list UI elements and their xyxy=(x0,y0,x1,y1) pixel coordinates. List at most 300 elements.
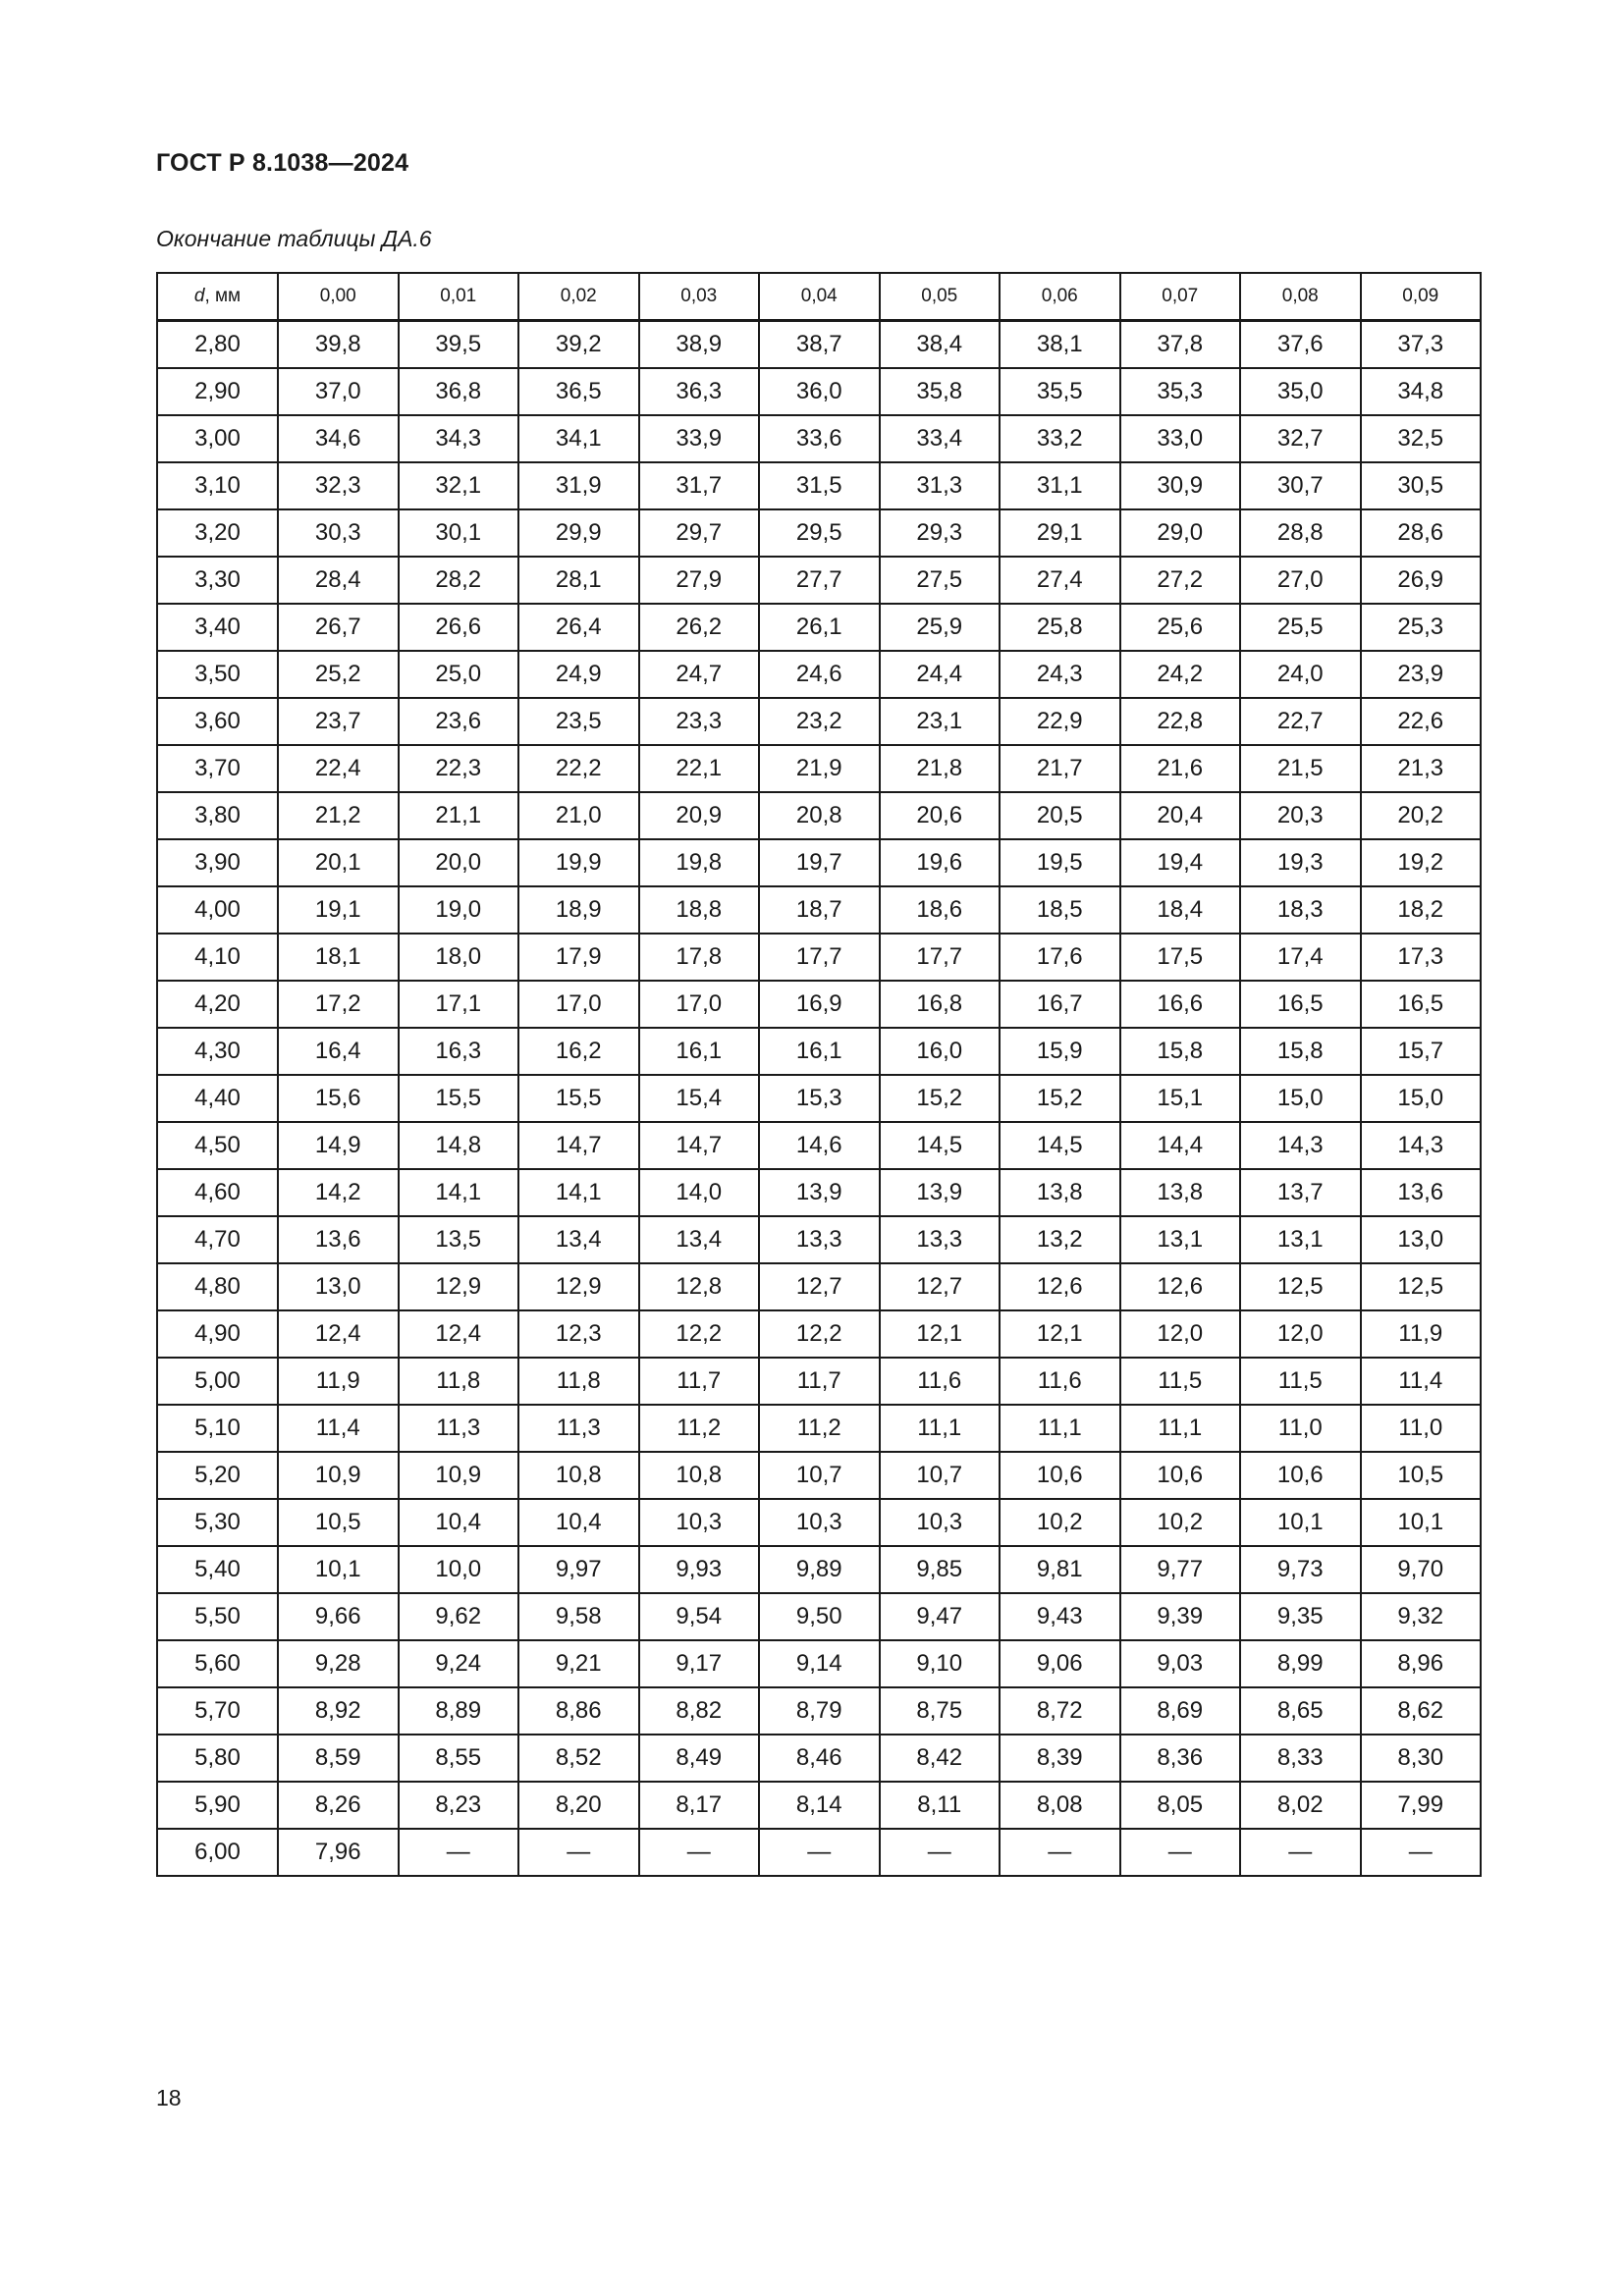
table-cell: 20,6 xyxy=(880,792,1001,839)
table-cell: 21,6 xyxy=(1120,745,1241,792)
header-cell: 0,06 xyxy=(1000,273,1120,321)
table-cell: 25,8 xyxy=(1000,604,1120,651)
row-header-cell: 4,10 xyxy=(157,934,278,981)
table-cell: 27,7 xyxy=(759,557,880,604)
table-cell: 12,4 xyxy=(278,1310,399,1358)
table-cell: 8,36 xyxy=(1120,1735,1241,1782)
row-header-cell: 4,20 xyxy=(157,981,278,1028)
table-cell: 11,2 xyxy=(639,1405,760,1452)
table-row xyxy=(157,1829,1481,1876)
table-cell: — xyxy=(518,1829,639,1876)
header-cell: 0,08 xyxy=(1240,273,1361,321)
table-cell: 16,6 xyxy=(1120,981,1241,1028)
table-cell: 9,81 xyxy=(1000,1546,1120,1593)
table-cell: 16,4 xyxy=(278,1028,399,1075)
table-cell: 24,2 xyxy=(1120,651,1241,698)
table-row xyxy=(157,981,1481,1028)
table-cell: 30,3 xyxy=(278,509,399,557)
table-cell: 12,7 xyxy=(759,1263,880,1310)
table-row xyxy=(157,745,1481,792)
table-cell: 9,39 xyxy=(1120,1593,1241,1640)
table-cell: 13,9 xyxy=(880,1169,1001,1216)
table-cell: 13,7 xyxy=(1240,1169,1361,1216)
table-cell: 22,8 xyxy=(1120,698,1241,745)
table-cell: 11,5 xyxy=(1240,1358,1361,1405)
table-cell: 10,3 xyxy=(639,1499,760,1546)
table-cell: 37,0 xyxy=(278,368,399,415)
table-cell: 26,9 xyxy=(1361,557,1482,604)
table-cell: 10,7 xyxy=(880,1452,1001,1499)
table-cell: — xyxy=(1000,1829,1120,1876)
table-cell: 7,99 xyxy=(1361,1782,1482,1829)
table-row xyxy=(157,1687,1481,1735)
table-cell: 22,1 xyxy=(639,745,760,792)
row-header-cell: 5,10 xyxy=(157,1405,278,1452)
table-cell: 9,03 xyxy=(1120,1640,1241,1687)
table-cell: 11,0 xyxy=(1361,1405,1482,1452)
row-header-cell: 3,50 xyxy=(157,651,278,698)
table-cell: 16,8 xyxy=(880,981,1001,1028)
table-cell: 22,4 xyxy=(278,745,399,792)
table-cell: 15,8 xyxy=(1240,1028,1361,1075)
table-cell: 8,26 xyxy=(278,1782,399,1829)
table-cell: 13,6 xyxy=(1361,1169,1482,1216)
table-cell: 8,49 xyxy=(639,1735,760,1782)
header-cell: 0,04 xyxy=(759,273,880,321)
table-cell: 10,0 xyxy=(399,1546,519,1593)
table-cell: 11,7 xyxy=(639,1358,760,1405)
table-cell: 12,1 xyxy=(880,1310,1001,1358)
table-cell: 29,1 xyxy=(1000,509,1120,557)
table-cell: 8,96 xyxy=(1361,1640,1482,1687)
table-cell: 16,3 xyxy=(399,1028,519,1075)
table-cell: 21,2 xyxy=(278,792,399,839)
table-cell: 11,8 xyxy=(399,1358,519,1405)
table-cell: 21,8 xyxy=(880,745,1001,792)
table-cell: 26,4 xyxy=(518,604,639,651)
table-cell: 30,7 xyxy=(1240,462,1361,509)
table-cell: 18,3 xyxy=(1240,886,1361,934)
table-cell: 19,3 xyxy=(1240,839,1361,886)
table-cell: 14,7 xyxy=(639,1122,760,1169)
row-header-cell: 4,60 xyxy=(157,1169,278,1216)
table-row xyxy=(157,415,1481,462)
row-header-cell: 5,20 xyxy=(157,1452,278,1499)
header-cell: 0,01 xyxy=(399,273,519,321)
table-cell: 16,5 xyxy=(1361,981,1482,1028)
table-cell: 13,0 xyxy=(1361,1216,1482,1263)
table-cell: 13,8 xyxy=(1120,1169,1241,1216)
table-cell: 8,92 xyxy=(278,1687,399,1735)
row-header-cell: 4,70 xyxy=(157,1216,278,1263)
table-row xyxy=(157,1075,1481,1122)
table-cell: 8,75 xyxy=(880,1687,1001,1735)
table-cell: 17,7 xyxy=(880,934,1001,981)
row-header-cell: 5,50 xyxy=(157,1593,278,1640)
table-cell: 17,3 xyxy=(1361,934,1482,981)
table-cell: 16,1 xyxy=(639,1028,760,1075)
table-row xyxy=(157,604,1481,651)
row-header-cell: 5,40 xyxy=(157,1546,278,1593)
table-cell: 18,8 xyxy=(639,886,760,934)
table-cell: 39,2 xyxy=(518,321,639,369)
table-cell: 9,32 xyxy=(1361,1593,1482,1640)
table-cell: 33,4 xyxy=(880,415,1001,462)
table-cell: 14,3 xyxy=(1361,1122,1482,1169)
table-cell: 20,8 xyxy=(759,792,880,839)
table-row xyxy=(157,321,1481,369)
table-cell: 34,8 xyxy=(1361,368,1482,415)
table-cell: 15,5 xyxy=(518,1075,639,1122)
table-cell: 12,0 xyxy=(1240,1310,1361,1358)
table-row xyxy=(157,1405,1481,1452)
table-cell: 9,58 xyxy=(518,1593,639,1640)
table-cell: 10,3 xyxy=(759,1499,880,1546)
table-cell: 8,82 xyxy=(639,1687,760,1735)
table-row xyxy=(157,698,1481,745)
table-cell: 17,4 xyxy=(1240,934,1361,981)
table-cell: 29,0 xyxy=(1120,509,1241,557)
table-cell: 21,5 xyxy=(1240,745,1361,792)
table-cell: 34,1 xyxy=(518,415,639,462)
table-cell: 20,5 xyxy=(1000,792,1120,839)
table-cell: 14,1 xyxy=(518,1169,639,1216)
table-cell: 8,52 xyxy=(518,1735,639,1782)
table-cell: 17,9 xyxy=(518,934,639,981)
table-cell: 32,5 xyxy=(1361,415,1482,462)
table-cell: 11,6 xyxy=(1000,1358,1120,1405)
table-cell: 20,1 xyxy=(278,839,399,886)
row-header-cell: 5,00 xyxy=(157,1358,278,1405)
table-cell: 22,7 xyxy=(1240,698,1361,745)
table-cell: 37,6 xyxy=(1240,321,1361,369)
table-cell: 28,8 xyxy=(1240,509,1361,557)
table-cell: 8,30 xyxy=(1361,1735,1482,1782)
table-cell: 22,2 xyxy=(518,745,639,792)
table-cell: 9,17 xyxy=(639,1640,760,1687)
table-cell: 35,0 xyxy=(1240,368,1361,415)
header-d-variable: d xyxy=(193,286,205,306)
table-row xyxy=(157,1263,1481,1310)
table-cell: 12,2 xyxy=(759,1310,880,1358)
table-cell: 13,4 xyxy=(518,1216,639,1263)
table-cell: 16,1 xyxy=(759,1028,880,1075)
table-row xyxy=(157,1310,1481,1358)
table-cell: 15,2 xyxy=(1000,1075,1120,1122)
table-row xyxy=(157,1735,1481,1782)
table-cell: 15,2 xyxy=(880,1075,1001,1122)
table-cell: 18,4 xyxy=(1120,886,1241,934)
table-cell: 33,9 xyxy=(639,415,760,462)
table-cell: 17,8 xyxy=(639,934,760,981)
table-body xyxy=(157,321,1481,1877)
table-cell: 20,9 xyxy=(639,792,760,839)
table-cell: 15,4 xyxy=(639,1075,760,1122)
row-header-cell: 4,30 xyxy=(157,1028,278,1075)
table-cell: 29,3 xyxy=(880,509,1001,557)
header-cell-d xyxy=(157,273,278,321)
table-cell: 25,5 xyxy=(1240,604,1361,651)
table-cell: 16,0 xyxy=(880,1028,1001,1075)
table-cell: 15,1 xyxy=(1120,1075,1241,1122)
table-cell: 11,1 xyxy=(880,1405,1001,1452)
table-cell: 34,3 xyxy=(399,415,519,462)
row-header-cell: 3,20 xyxy=(157,509,278,557)
table-cell: 8,65 xyxy=(1240,1687,1361,1735)
table-cell: 31,3 xyxy=(880,462,1001,509)
table-cell: 8,02 xyxy=(1240,1782,1361,1829)
table-cell: 9,77 xyxy=(1120,1546,1241,1593)
table-cell: 15,5 xyxy=(399,1075,519,1122)
row-header-cell: 4,40 xyxy=(157,1075,278,1122)
table-cell: 24,6 xyxy=(759,651,880,698)
table-cell: 8,14 xyxy=(759,1782,880,1829)
table-cell: 9,43 xyxy=(1000,1593,1120,1640)
table-cell: 9,70 xyxy=(1361,1546,1482,1593)
table-cell: 23,5 xyxy=(518,698,639,745)
table-cell: 13,6 xyxy=(278,1216,399,1263)
table-cell: 17,0 xyxy=(639,981,760,1028)
table-cell: 20,0 xyxy=(399,839,519,886)
table-cell: 9,54 xyxy=(639,1593,760,1640)
table-cell: 39,5 xyxy=(399,321,519,369)
table-cell: 23,1 xyxy=(880,698,1001,745)
table-cell: 36,8 xyxy=(399,368,519,415)
table-cell: 26,2 xyxy=(639,604,760,651)
table-cell: 15,9 xyxy=(1000,1028,1120,1075)
table-cell: 10,1 xyxy=(1240,1499,1361,1546)
table-cell: 19,5 xyxy=(1000,839,1120,886)
table-cell: 8,33 xyxy=(1240,1735,1361,1782)
table-cell: 23,3 xyxy=(639,698,760,745)
table-cell: 10,2 xyxy=(1000,1499,1120,1546)
table-cell: 17,5 xyxy=(1120,934,1241,981)
table-cell: 17,7 xyxy=(759,934,880,981)
table-cell: 19,1 xyxy=(278,886,399,934)
header-d-unit: , мм xyxy=(204,286,242,306)
row-header-cell: 3,40 xyxy=(157,604,278,651)
table-cell: 15,6 xyxy=(278,1075,399,1122)
table-cell: 26,6 xyxy=(399,604,519,651)
header-cell: 0,03 xyxy=(639,273,760,321)
table-cell: 25,3 xyxy=(1361,604,1482,651)
table-cell: 29,7 xyxy=(639,509,760,557)
table-cell: 19,4 xyxy=(1120,839,1241,886)
table-cell: 8,39 xyxy=(1000,1735,1120,1782)
table-cell: 27,0 xyxy=(1240,557,1361,604)
header-cell: 0,07 xyxy=(1120,273,1241,321)
table-cell: 18,2 xyxy=(1361,886,1482,934)
table-header-row xyxy=(157,273,1481,321)
table-cell: 22,3 xyxy=(399,745,519,792)
row-header-cell: 5,80 xyxy=(157,1735,278,1782)
table-cell: 13,1 xyxy=(1240,1216,1361,1263)
table-cell: 25,2 xyxy=(278,651,399,698)
table-cell: 25,9 xyxy=(880,604,1001,651)
table-caption: Окончание таблицы ДА.6 xyxy=(156,226,432,251)
table-cell: 14,4 xyxy=(1120,1122,1241,1169)
row-header-cell: 4,00 xyxy=(157,886,278,934)
table-cell: 12,2 xyxy=(639,1310,760,1358)
table-cell: 9,35 xyxy=(1240,1593,1361,1640)
table-cell: 16,7 xyxy=(1000,981,1120,1028)
table-cell: 18,0 xyxy=(399,934,519,981)
table-cell: 10,1 xyxy=(278,1546,399,1593)
table-cell: 13,0 xyxy=(278,1263,399,1310)
table-cell: 18,6 xyxy=(880,886,1001,934)
table-cell: 25,0 xyxy=(399,651,519,698)
table-cell: 29,5 xyxy=(759,509,880,557)
table-cell: 8,11 xyxy=(880,1782,1001,1829)
table-cell: 8,79 xyxy=(759,1687,880,1735)
table-cell: 13,3 xyxy=(759,1216,880,1263)
table-row xyxy=(157,1169,1481,1216)
row-header-cell: 3,60 xyxy=(157,698,278,745)
table-cell: 10,4 xyxy=(399,1499,519,1546)
table-cell: 12,4 xyxy=(399,1310,519,1358)
table-row xyxy=(157,651,1481,698)
table-cell: 9,14 xyxy=(759,1640,880,1687)
row-header-cell: 2,80 xyxy=(157,321,278,369)
table-cell: 27,2 xyxy=(1120,557,1241,604)
table-cell: 10,2 xyxy=(1120,1499,1241,1546)
table-cell: 14,3 xyxy=(1240,1122,1361,1169)
table-cell: 8,42 xyxy=(880,1735,1001,1782)
table-cell: 15,3 xyxy=(759,1075,880,1122)
table-cell: 10,1 xyxy=(1361,1499,1482,1546)
table-cell: 11,7 xyxy=(759,1358,880,1405)
table-cell: 31,5 xyxy=(759,462,880,509)
table-cell: 30,1 xyxy=(399,509,519,557)
table-cell: 18,7 xyxy=(759,886,880,934)
table-cell: 11,4 xyxy=(278,1405,399,1452)
table-cell: 17,2 xyxy=(278,981,399,1028)
table-cell: 10,8 xyxy=(639,1452,760,1499)
table-cell: 11,9 xyxy=(1361,1310,1482,1358)
row-header-cell: 5,30 xyxy=(157,1499,278,1546)
table-cell: 15,0 xyxy=(1361,1075,1482,1122)
table-cell: 21,3 xyxy=(1361,745,1482,792)
document-header: ГОСТ Р 8.1038—2024 xyxy=(156,149,409,177)
table-cell: 19,8 xyxy=(639,839,760,886)
table-cell: — xyxy=(880,1829,1001,1876)
table-cell: 10,3 xyxy=(880,1499,1001,1546)
row-header-cell: 3,70 xyxy=(157,745,278,792)
table-row xyxy=(157,1452,1481,1499)
table-cell: 13,8 xyxy=(1000,1169,1120,1216)
table-cell: 23,9 xyxy=(1361,651,1482,698)
table-cell: 23,7 xyxy=(278,698,399,745)
table-cell: 12,3 xyxy=(518,1310,639,1358)
table-cell: 21,1 xyxy=(399,792,519,839)
table-cell: 14,5 xyxy=(1000,1122,1120,1169)
row-header-cell: 3,30 xyxy=(157,557,278,604)
table-row xyxy=(157,1593,1481,1640)
table-cell: 18,9 xyxy=(518,886,639,934)
table-cell: 29,9 xyxy=(518,509,639,557)
table-cell: 12,5 xyxy=(1240,1263,1361,1310)
table-cell: 10,9 xyxy=(278,1452,399,1499)
table-cell: 9,06 xyxy=(1000,1640,1120,1687)
table-cell: 31,1 xyxy=(1000,462,1120,509)
table-cell: 24,7 xyxy=(639,651,760,698)
table-cell: 20,3 xyxy=(1240,792,1361,839)
data-table xyxy=(156,272,1482,1877)
table-cell: 33,0 xyxy=(1120,415,1241,462)
table-cell: 18,5 xyxy=(1000,886,1120,934)
table-cell: 8,55 xyxy=(399,1735,519,1782)
table-cell: 13,3 xyxy=(880,1216,1001,1263)
table-cell: 11,1 xyxy=(1000,1405,1120,1452)
table-cell: 19,7 xyxy=(759,839,880,886)
table-cell: 24,9 xyxy=(518,651,639,698)
table-cell: 8,72 xyxy=(1000,1687,1120,1735)
row-header-cell: 5,90 xyxy=(157,1782,278,1829)
table-cell: 10,9 xyxy=(399,1452,519,1499)
row-header-cell: 4,90 xyxy=(157,1310,278,1358)
table-cell: 8,17 xyxy=(639,1782,760,1829)
table-cell: 30,5 xyxy=(1361,462,1482,509)
table-row xyxy=(157,934,1481,981)
table-cell: 10,5 xyxy=(1361,1452,1482,1499)
table-cell: 11,2 xyxy=(759,1405,880,1452)
table-cell: 14,8 xyxy=(399,1122,519,1169)
row-header-cell: 4,50 xyxy=(157,1122,278,1169)
table-cell: 15,8 xyxy=(1120,1028,1241,1075)
table-cell: 14,6 xyxy=(759,1122,880,1169)
row-header-cell: 3,00 xyxy=(157,415,278,462)
table-cell: 9,62 xyxy=(399,1593,519,1640)
row-header-cell: 6,00 xyxy=(157,1829,278,1876)
table-cell: 23,2 xyxy=(759,698,880,745)
table-cell: 10,6 xyxy=(1000,1452,1120,1499)
row-header-cell: 4,80 xyxy=(157,1263,278,1310)
table-cell: 35,8 xyxy=(880,368,1001,415)
table-cell: 14,7 xyxy=(518,1122,639,1169)
table-cell: 20,2 xyxy=(1361,792,1482,839)
table-cell: 8,08 xyxy=(1000,1782,1120,1829)
table-cell: 26,7 xyxy=(278,604,399,651)
table-cell: 11,6 xyxy=(880,1358,1001,1405)
table-cell: 12,9 xyxy=(518,1263,639,1310)
header-cell: 0,05 xyxy=(880,273,1001,321)
table-cell: 19,2 xyxy=(1361,839,1482,886)
table-cell: 10,4 xyxy=(518,1499,639,1546)
table-cell: 9,47 xyxy=(880,1593,1001,1640)
row-header-cell: 2,90 xyxy=(157,368,278,415)
table-cell: 12,7 xyxy=(880,1263,1001,1310)
table-cell: 27,5 xyxy=(880,557,1001,604)
table-cell: 28,2 xyxy=(399,557,519,604)
table-cell: 13,2 xyxy=(1000,1216,1120,1263)
table-cell: 13,4 xyxy=(639,1216,760,1263)
table-cell: 7,96 xyxy=(278,1829,399,1876)
table-cell: 27,9 xyxy=(639,557,760,604)
table-cell: 10,6 xyxy=(1240,1452,1361,1499)
table-cell: 14,0 xyxy=(639,1169,760,1216)
table-cell: — xyxy=(1361,1829,1482,1876)
header-cell: 0,02 xyxy=(518,273,639,321)
table-row xyxy=(157,1028,1481,1075)
table-cell: — xyxy=(1240,1829,1361,1876)
table-cell: 17,0 xyxy=(518,981,639,1028)
table-cell: 9,10 xyxy=(880,1640,1001,1687)
table-cell: 11,0 xyxy=(1240,1405,1361,1452)
table-cell: — xyxy=(399,1829,519,1876)
table-cell: 20,4 xyxy=(1120,792,1241,839)
table-cell: 35,5 xyxy=(1000,368,1120,415)
table-cell: 38,7 xyxy=(759,321,880,369)
